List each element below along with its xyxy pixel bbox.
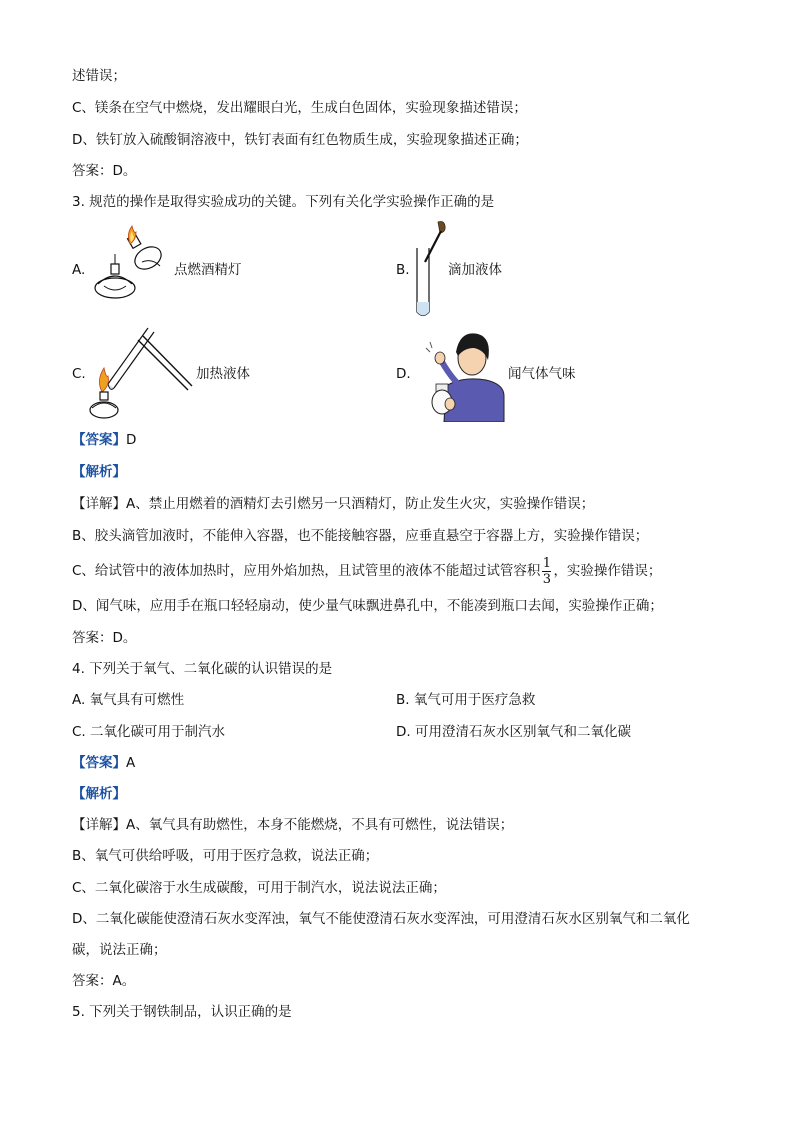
answer-tag: 【答案】	[72, 755, 126, 771]
answer-value: A	[126, 755, 136, 771]
answer-line	[72, 430, 136, 450]
option-b-letter: B.	[396, 262, 410, 278]
detail-text: A、氧气具有助燃性，本身不能燃烧，不具有可燃性，说法错误；	[126, 817, 514, 833]
detail-line: D、闻气味，应用手在瓶口轻轻扇动，使少量气味飘进鼻孔中，不能凑到瓶口去闻，实验操作正确；	[72, 598, 663, 614]
analysis-tag	[72, 462, 126, 482]
detail-text: C、给试管中的液体加热时，应用外焰加热，且试管里的液体不能超过试管容积	[72, 563, 541, 579]
analysis-label: 【解析】	[72, 464, 126, 480]
text-line: 答案：D。	[72, 163, 137, 179]
detail-line	[72, 494, 594, 514]
detail-line: B、氧气可供给呼吸，可用于医疗急救，说法正确；	[72, 848, 379, 864]
option-a: A. 氧气具有可燃性	[72, 692, 185, 708]
answer-line	[72, 753, 135, 773]
detail-line: D、二氧化碳能使澄清石灰水变浑浊，氧气不能使澄清石灰水变浑浊，可用澄清石灰水区别氧气和二氧化	[72, 911, 690, 927]
question-4-stem: 4. 下列关于氧气、二氧化碳的认识错误的是	[72, 661, 333, 677]
fraction-denominator: 3	[542, 571, 552, 587]
answer-tag: 【答案】	[72, 432, 126, 448]
question-5-stem: 5. 下列关于钢铁制品，认识正确的是	[72, 1004, 292, 1020]
option-b-caption: 滴加液体	[448, 262, 502, 278]
option-b: B. 氧气可用于医疗急救	[396, 692, 536, 708]
detail-line: C、二氧化碳溶于水生成碳酸，可用于制汽水，说法说法正确；	[72, 880, 446, 896]
detail-text: A、禁止用燃着的酒精灯去引燃另一只酒精灯，防止发生火灾，实验操作错误；	[126, 496, 595, 512]
detail-tag: 【详解】	[72, 496, 126, 512]
analysis-tag	[72, 784, 126, 804]
smelling-gas-figure	[416, 322, 508, 422]
detail-text: ，实验操作错误；	[553, 563, 662, 579]
option-a-letter: A.	[72, 262, 86, 278]
question-3-stem: 3. 规范的操作是取得实验成功的关键。下列有关化学实验操作正确的是	[72, 194, 495, 210]
text-line: C、镁条在空气中燃烧，发出耀眼白光，生成白色固体，实验现象描述错误；	[72, 100, 527, 116]
option-c-caption: 加热液体	[196, 366, 250, 382]
fraction-numerator: 1	[542, 555, 552, 571]
text-line: D、铁钉放入硫酸铜溶液中，铁钉表面有红色物质生成，实验现象描述正确；	[72, 132, 528, 148]
lighting-alcohol-lamp-figure	[90, 222, 180, 308]
option-c-letter: C.	[72, 366, 86, 382]
detail-line-fraction	[72, 556, 661, 586]
text-line: 述错误；	[72, 68, 126, 84]
dropper-test-tube-figure	[412, 220, 448, 320]
option-a-caption: 点燃酒精灯	[174, 262, 242, 278]
detail-tag: 【详解】	[72, 817, 126, 833]
answer-value: D	[126, 432, 137, 448]
detail-line	[72, 815, 513, 835]
heating-liquid-figure	[88, 322, 196, 422]
detail-line: B、胶头滴管加液时，不能伸入容器，也不能接触容器，应垂直悬空于容器上方，实验操作错误；	[72, 528, 649, 544]
detail-line: 碳，说法正确；	[72, 942, 167, 958]
conclusion-line: 答案：D。	[72, 630, 137, 646]
analysis-label: 【解析】	[72, 786, 126, 802]
option-d-caption: 闻气体气味	[508, 366, 576, 382]
fraction-one-third	[542, 557, 551, 586]
option-d-letter: D.	[396, 366, 411, 382]
option-d: D. 可用澄清石灰水区别氧气和二氧化碳	[396, 724, 631, 740]
option-c: C. 二氧化碳可用于制汽水	[72, 724, 226, 740]
conclusion-line: 答案：A。	[72, 973, 136, 989]
